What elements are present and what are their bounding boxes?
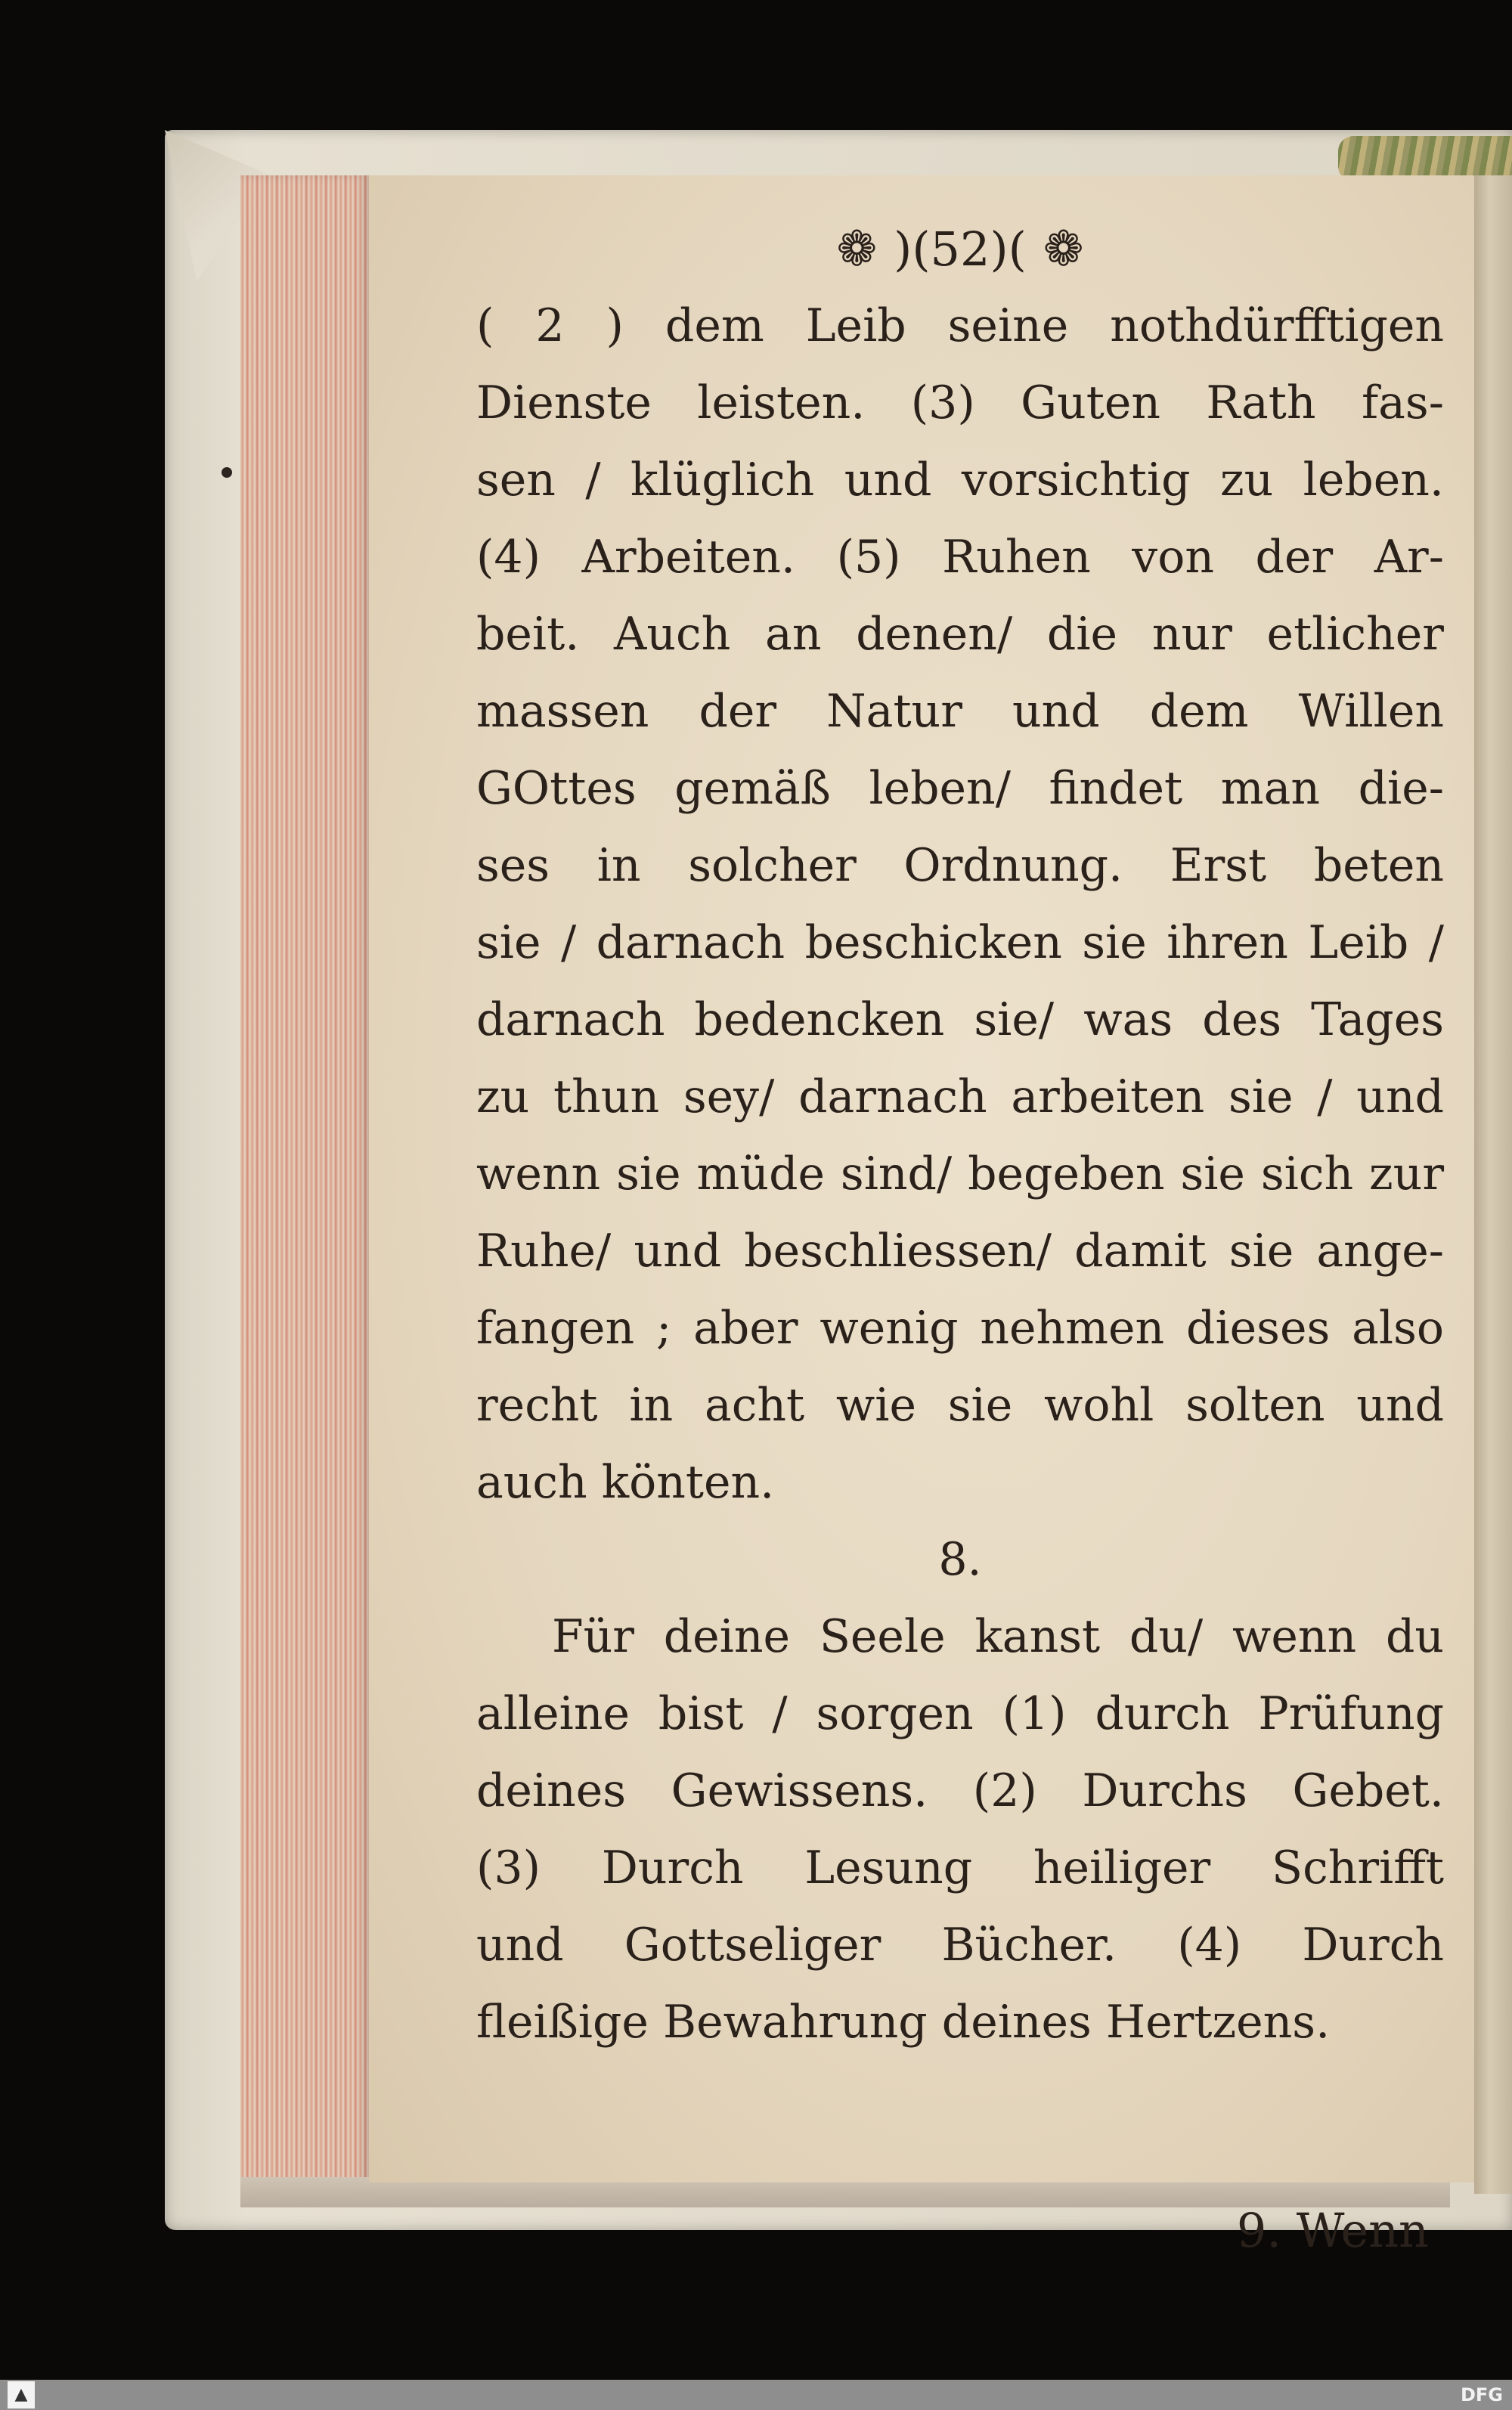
dfg-logo[interactable]: DFG [1460, 2384, 1503, 2405]
text-line: Ruhe/ und beschliessen/ damit sie ange- [476, 1225, 1444, 1278]
text-line: ( 2 ) dem Leib seine nothdürfftigen [476, 299, 1444, 352]
ornament-right-icon: ❁ [1043, 221, 1084, 277]
section-line: und Gottseliger Bücher. (4) Durch [476, 1919, 1444, 1972]
text-line: ses in solcher Ordnung. Erst beten [476, 839, 1444, 892]
section-line: (3) Durch Lesung heiliger Schrifft [476, 1842, 1444, 1894]
page-number: )(52)( [894, 221, 1027, 277]
text-line: beit. Auch an denen/ die nur etlicher [476, 608, 1444, 661]
section-line: alleine bist / sorgen (1) durch Prüfung [476, 1687, 1444, 1740]
text-line: sen / klüglich und vorsichtig zu leben. [476, 454, 1444, 506]
ornament-left-icon: ❁ [836, 221, 878, 277]
page-edges [240, 175, 369, 2194]
text-line: auch könten. [476, 1456, 775, 1509]
running-header [476, 212, 1444, 287]
section-line: fleißige Bewahrung deines Hertzens. [476, 1996, 1331, 2049]
section-number: 8. [938, 1533, 982, 1586]
text-line: recht in acht wie sie wohl solten und [476, 1379, 1444, 1432]
text-line: zu thun sey/ darnach arbeiten sie / und [476, 1070, 1444, 1123]
text-line: wenn sie müde sind/ begeben sie sich zur [476, 1148, 1444, 1200]
catchword: 9. Wenn [1236, 2203, 1429, 2258]
text-line: Dienste leisten. (3) Guten Rath fas- [476, 376, 1444, 429]
text-block [476, 212, 1444, 2258]
text-line: sie / darnach beschicken sie ihren Leib / [476, 916, 1444, 969]
text-line: massen der Natur und dem Willen [476, 685, 1444, 738]
text-line: (4) Arbeiten. (5) Ruhen von der Ar- [476, 531, 1444, 584]
text-line: fangen ; aber wenig nehmen dieses also [476, 1302, 1444, 1355]
text-line: GOttes gemäß leben/ findet man die- [476, 762, 1444, 815]
book-gutter [1474, 175, 1512, 2194]
section-line: Für deine Seele kanst du/ wenn du [552, 1610, 1444, 1663]
viewer-footer-bar [0, 2380, 1512, 2410]
binding-hole [222, 467, 232, 478]
library-logo-icon[interactable]: ▲ [8, 2381, 35, 2408]
text-line: darnach bedencken sie/ was des Tages [476, 993, 1444, 1046]
section-line: deines Gewissens. (2) Durchs Gebet. [476, 1764, 1444, 1817]
bookmark-ribbon [1338, 136, 1512, 181]
